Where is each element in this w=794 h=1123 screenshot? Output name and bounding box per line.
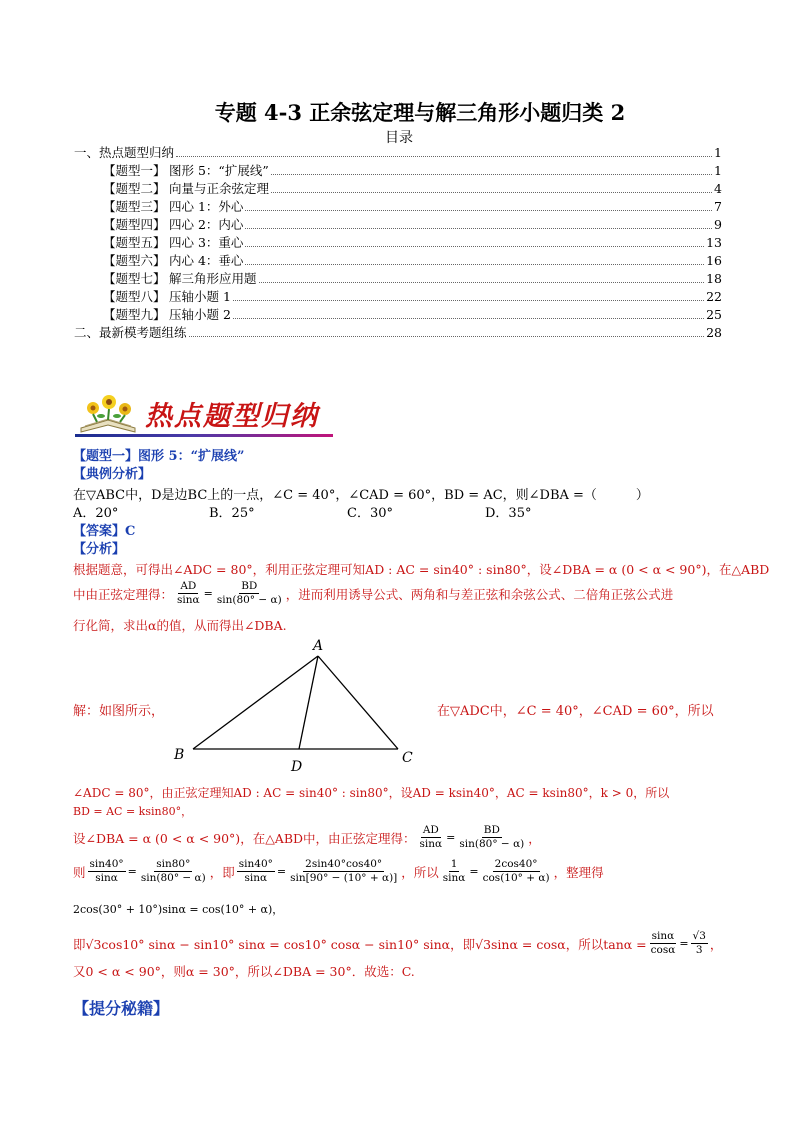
- toc-leader-dots: [245, 246, 704, 247]
- frac-num: sinα: [651, 930, 675, 942]
- toc-entry-tag: 【题型五】: [103, 235, 166, 250]
- toc-entry-text: 四心 3：重心: [169, 235, 244, 250]
- toc-leader-dots: [259, 282, 705, 283]
- toc-page-number: 9: [714, 217, 722, 232]
- toc-entry-tag: 【题型一】: [103, 163, 166, 178]
- solution-line-6-text: 即√3cos10° sinα − sin10° sinα = cos10° cosα − sin10° sinα，即√3sinα = cosα，所以tanα =: [73, 936, 647, 952]
- fraction-d: [288, 858, 399, 885]
- tips-label: 【提分秘籍】: [73, 999, 170, 1018]
- solution-line-4-mid2: ，所以: [401, 864, 439, 880]
- frac-den: sinα: [177, 594, 200, 606]
- toc-entry-label: [103, 198, 243, 216]
- toc-entry-label: [103, 180, 269, 198]
- frac-den: sin[90° − (10° + α)]: [290, 872, 398, 884]
- toc-row[interactable]: [74, 270, 722, 288]
- toc-entry-tag: 【题型二】: [103, 181, 166, 196]
- toc-row[interactable]: [74, 198, 722, 216]
- toc-entry-text: 四心 1：外心: [169, 199, 244, 214]
- label-c: C: [402, 750, 413, 766]
- triangle-figure: [168, 636, 428, 778]
- solution-line-2: BD = AC = ksin80°，: [73, 805, 193, 818]
- table-of-contents: [74, 144, 722, 342]
- toc-leader-dots: [245, 210, 712, 211]
- choice-a: A．20°: [73, 506, 119, 521]
- frac-num: 1: [450, 858, 458, 870]
- toc-page-number: 4: [714, 181, 722, 196]
- answer-label: [73, 520, 135, 539]
- toc-entry-label: [103, 216, 243, 234]
- toc-row[interactable]: [74, 306, 722, 324]
- frac-den: sin(80° − α): [459, 838, 525, 850]
- analysis-label: 【分析】: [73, 542, 126, 557]
- toc-entry-text: 压轴小题 2: [169, 307, 231, 322]
- frac-num: sin40°: [89, 858, 124, 870]
- fraction-e: [441, 858, 468, 885]
- solution-line-3-pre: 设∠DBA = α (0 < α < 90°)，在△ABD中，由正弦定理得：: [73, 830, 416, 846]
- fraction-b: [139, 858, 208, 885]
- page-title: 专题 4-3 正余弦定理与解三角形小题归类 2: [214, 100, 626, 125]
- toc-entry-tag: 【题型八】: [103, 289, 166, 304]
- toc-row[interactable]: [74, 216, 722, 234]
- solution-line-5: 2cos(30° + 10°)sinα = cos(10° + α)，: [73, 903, 284, 916]
- toc-page-number: 16: [706, 253, 722, 268]
- toc-entry-text: 四心 2：内心: [169, 217, 244, 232]
- frac-den: sinα: [419, 838, 443, 850]
- toc-leader-dots: [271, 192, 712, 193]
- fraction-ad-sin: [175, 580, 202, 607]
- toc-entry-text: 图形 5：“扩展线”: [169, 163, 269, 178]
- toc-row[interactable]: [74, 162, 722, 180]
- frac-num: 2cos40°: [494, 858, 538, 870]
- solution-line-6-end: ，: [709, 936, 723, 952]
- frac-den: sin(80° − α): [216, 594, 282, 606]
- frac-num: AD: [180, 580, 197, 592]
- analysis-line-2-post: ，进而利用诱导公式、两角和与差正弦和余弦公式、二倍角正弦公式进: [285, 586, 674, 602]
- frac-den: cosα: [650, 944, 676, 956]
- toc-entry-text: 向量与正余弦定理: [169, 181, 270, 196]
- toc-entry-label: [103, 306, 231, 324]
- frac-num: BD: [241, 580, 258, 592]
- toc-page-number: 22: [706, 289, 722, 304]
- solution-line-4-post: ，整理得: [553, 864, 604, 880]
- analysis-line-2: 中由正弦定理得： $\frac{AD}{\sin\alpha}$ = $\frac{BD}{\sin(80^\circ - \alpha)}$ ，进而利用诱导公式、两角和与差正弦和余弦公式、二倍角正弦公式进: [73, 580, 674, 606]
- toc-page-number: 28: [706, 325, 722, 340]
- toc-leader-dots: [233, 300, 704, 301]
- frac-num: 2sin40°cos40°: [305, 858, 383, 870]
- toc-entry-tag: 【题型六】: [103, 253, 166, 268]
- frac-num: √3: [692, 930, 706, 942]
- toc-row[interactable]: [74, 234, 722, 252]
- toc-page-number: 18: [706, 271, 722, 286]
- toc-leader-dots: [245, 264, 704, 265]
- toc-entry-label: [103, 162, 269, 180]
- toc-entry-label: [74, 324, 187, 342]
- toc-entry-label: [103, 288, 231, 306]
- toc-leader-dots: [233, 318, 704, 319]
- banner-underline: [75, 434, 333, 437]
- choice-c: C．30°: [347, 506, 393, 521]
- choice-d: D．35°: [485, 506, 532, 521]
- section-banner: [75, 392, 333, 440]
- fraction-root3: [691, 930, 708, 957]
- toc-row[interactable]: [74, 180, 722, 198]
- banner-title: 热点题型归纳: [145, 401, 319, 432]
- toc-entry-tag: 二、最新模考题组练: [74, 325, 187, 340]
- toc-entry-label: [103, 234, 243, 252]
- toc-page-number: 13: [706, 235, 722, 250]
- frac-den: sinα: [442, 872, 466, 884]
- frac-num: BD: [483, 824, 500, 836]
- fraction-f: [481, 858, 552, 885]
- solution-line-4: 则 $\frac{\sin 40^\circ}{\sin\alpha}$ = $\frac{\sin 80^\circ}{\sin(80^\circ - \alpha)}$ ，即 $\frac{\sin 40^\circ}{\sin\alpha}$ = $\frac{2\sin 40^\circ\cos 40^\circ}{\sin[90^\circ - (10^\circ + \alpha)]}$ ，所以 $\frac{1}{\sin\alpha}$ = $\frac{2\cos 40^\circ}{\cos(10^\circ + \alpha)}$ ，整理得: [73, 858, 604, 884]
- solution-line-1: ∠ADC = 80°，由正弦定理知AD : AC = sin40° : sin80°，设AD = ksin40°，AC = ksin80°，k > 0，所以: [73, 786, 670, 800]
- toc-entry-label: [74, 144, 174, 162]
- analysis-line-2-pre: 中由正弦定理得：: [73, 586, 174, 602]
- frac-num: sin40°: [238, 858, 273, 870]
- toc-row[interactable]: [74, 252, 722, 270]
- toc-entry-label: [103, 252, 243, 270]
- toc-entry-tag: 【题型三】: [103, 199, 166, 214]
- toc-row[interactable]: [74, 288, 722, 306]
- toc-row[interactable]: [74, 324, 722, 342]
- type-heading: 【题型一】图形 5：“扩展线”: [73, 449, 245, 464]
- toc-page-number: 7: [714, 199, 722, 214]
- solution-line-6: 即√3cos10° sinα − sin10° sinα = cos10° cosα − sin10° sinα，即√3sinα = cosα，所以tanα = $\frac{\sin\alpha}{\cos\alpha}$ = $\frac{√3}{3}$ ，: [73, 930, 723, 956]
- label-d: D: [291, 759, 303, 775]
- question-text: 在▽ABC中，D是边BC上的一点，∠C = 40°，∠CAD = 60°，BD = AC，则∠DBA =（ ）: [73, 488, 649, 503]
- solution-line-7: 又0 < α < 90°，则α = 30°，所以∠DBA = 30°．故选：C.: [73, 964, 415, 979]
- label-b: B: [174, 747, 185, 763]
- frac-num: AD: [422, 824, 439, 836]
- toc-entry-text: 内心 4：垂心: [169, 253, 244, 268]
- frac-den: cos(10° + α): [482, 872, 550, 884]
- solution-line-4-mid1: ，即: [209, 864, 235, 880]
- toc-heading: 目录: [385, 130, 413, 146]
- frac-den: sin(80° − α): [140, 872, 206, 884]
- fraction-bd-sin-2: [457, 824, 526, 851]
- label-a: A: [313, 638, 324, 654]
- toc-entry-text: 压轴小题 1: [169, 289, 231, 304]
- toc-entry-tag: 一、热点题型归纳: [74, 145, 175, 160]
- toc-leader-dots: [271, 174, 712, 175]
- analysis-line-1: 根据题意，可得出∠ADC = 80°，利用正弦定理可知AD : AC = sin40° : sin80°，设∠DBA = α (0 < α < 90°)，在△ABD: [73, 562, 770, 577]
- toc-leader-dots: [176, 156, 712, 157]
- solution-line-4-pre: 则: [73, 864, 86, 880]
- toc-entry-label: [103, 270, 257, 288]
- fraction-ad-sin-2: [418, 824, 445, 851]
- toc-leader-dots: [245, 228, 712, 229]
- book-flowers-icon: [75, 392, 145, 436]
- frac-den: 3: [695, 944, 703, 956]
- fraction-tan: [649, 930, 678, 957]
- toc-leader-dots: [189, 336, 705, 337]
- answer-text: 【答案】C: [73, 524, 136, 539]
- frac-den: sinα: [244, 872, 268, 884]
- toc-entry-tag: 【题型四】: [103, 217, 166, 232]
- toc-page-number: 1: [714, 163, 722, 178]
- fraction-bd-sin: [215, 580, 284, 607]
- solution-right: 在▽ADC中，∠C = 40°，∠CAD = 60°，所以: [437, 704, 714, 719]
- fraction-a: [88, 858, 126, 885]
- frac-den: sinα: [95, 872, 118, 884]
- example-label: 【典例分析】: [73, 467, 152, 482]
- fraction-c: [237, 858, 275, 885]
- toc-entry-tag: 【题型九】: [103, 307, 166, 322]
- solution-line-3: 设∠DBA = α (0 < α < 90°)，在△ABD中，由正弦定理得： $\frac{AD}{\sin\alpha}$ = $\frac{BD}{\sin(80^\circ - \alpha)}$ ，: [73, 824, 541, 850]
- solution-intro: 解：如图所示，: [73, 704, 165, 719]
- choice-b: B．25°: [209, 506, 255, 521]
- toc-entry-text: 解三角形应用题: [169, 271, 257, 286]
- toc-row[interactable]: [74, 144, 722, 162]
- toc-page-number: 1: [714, 145, 722, 160]
- frac-num: sin80°: [156, 858, 191, 870]
- toc-page-number: 25: [706, 307, 722, 322]
- analysis-line-3: 行化简，求出α的值，从而得出∠DBA.: [73, 618, 287, 633]
- toc-entry-tag: 【题型七】: [103, 271, 166, 286]
